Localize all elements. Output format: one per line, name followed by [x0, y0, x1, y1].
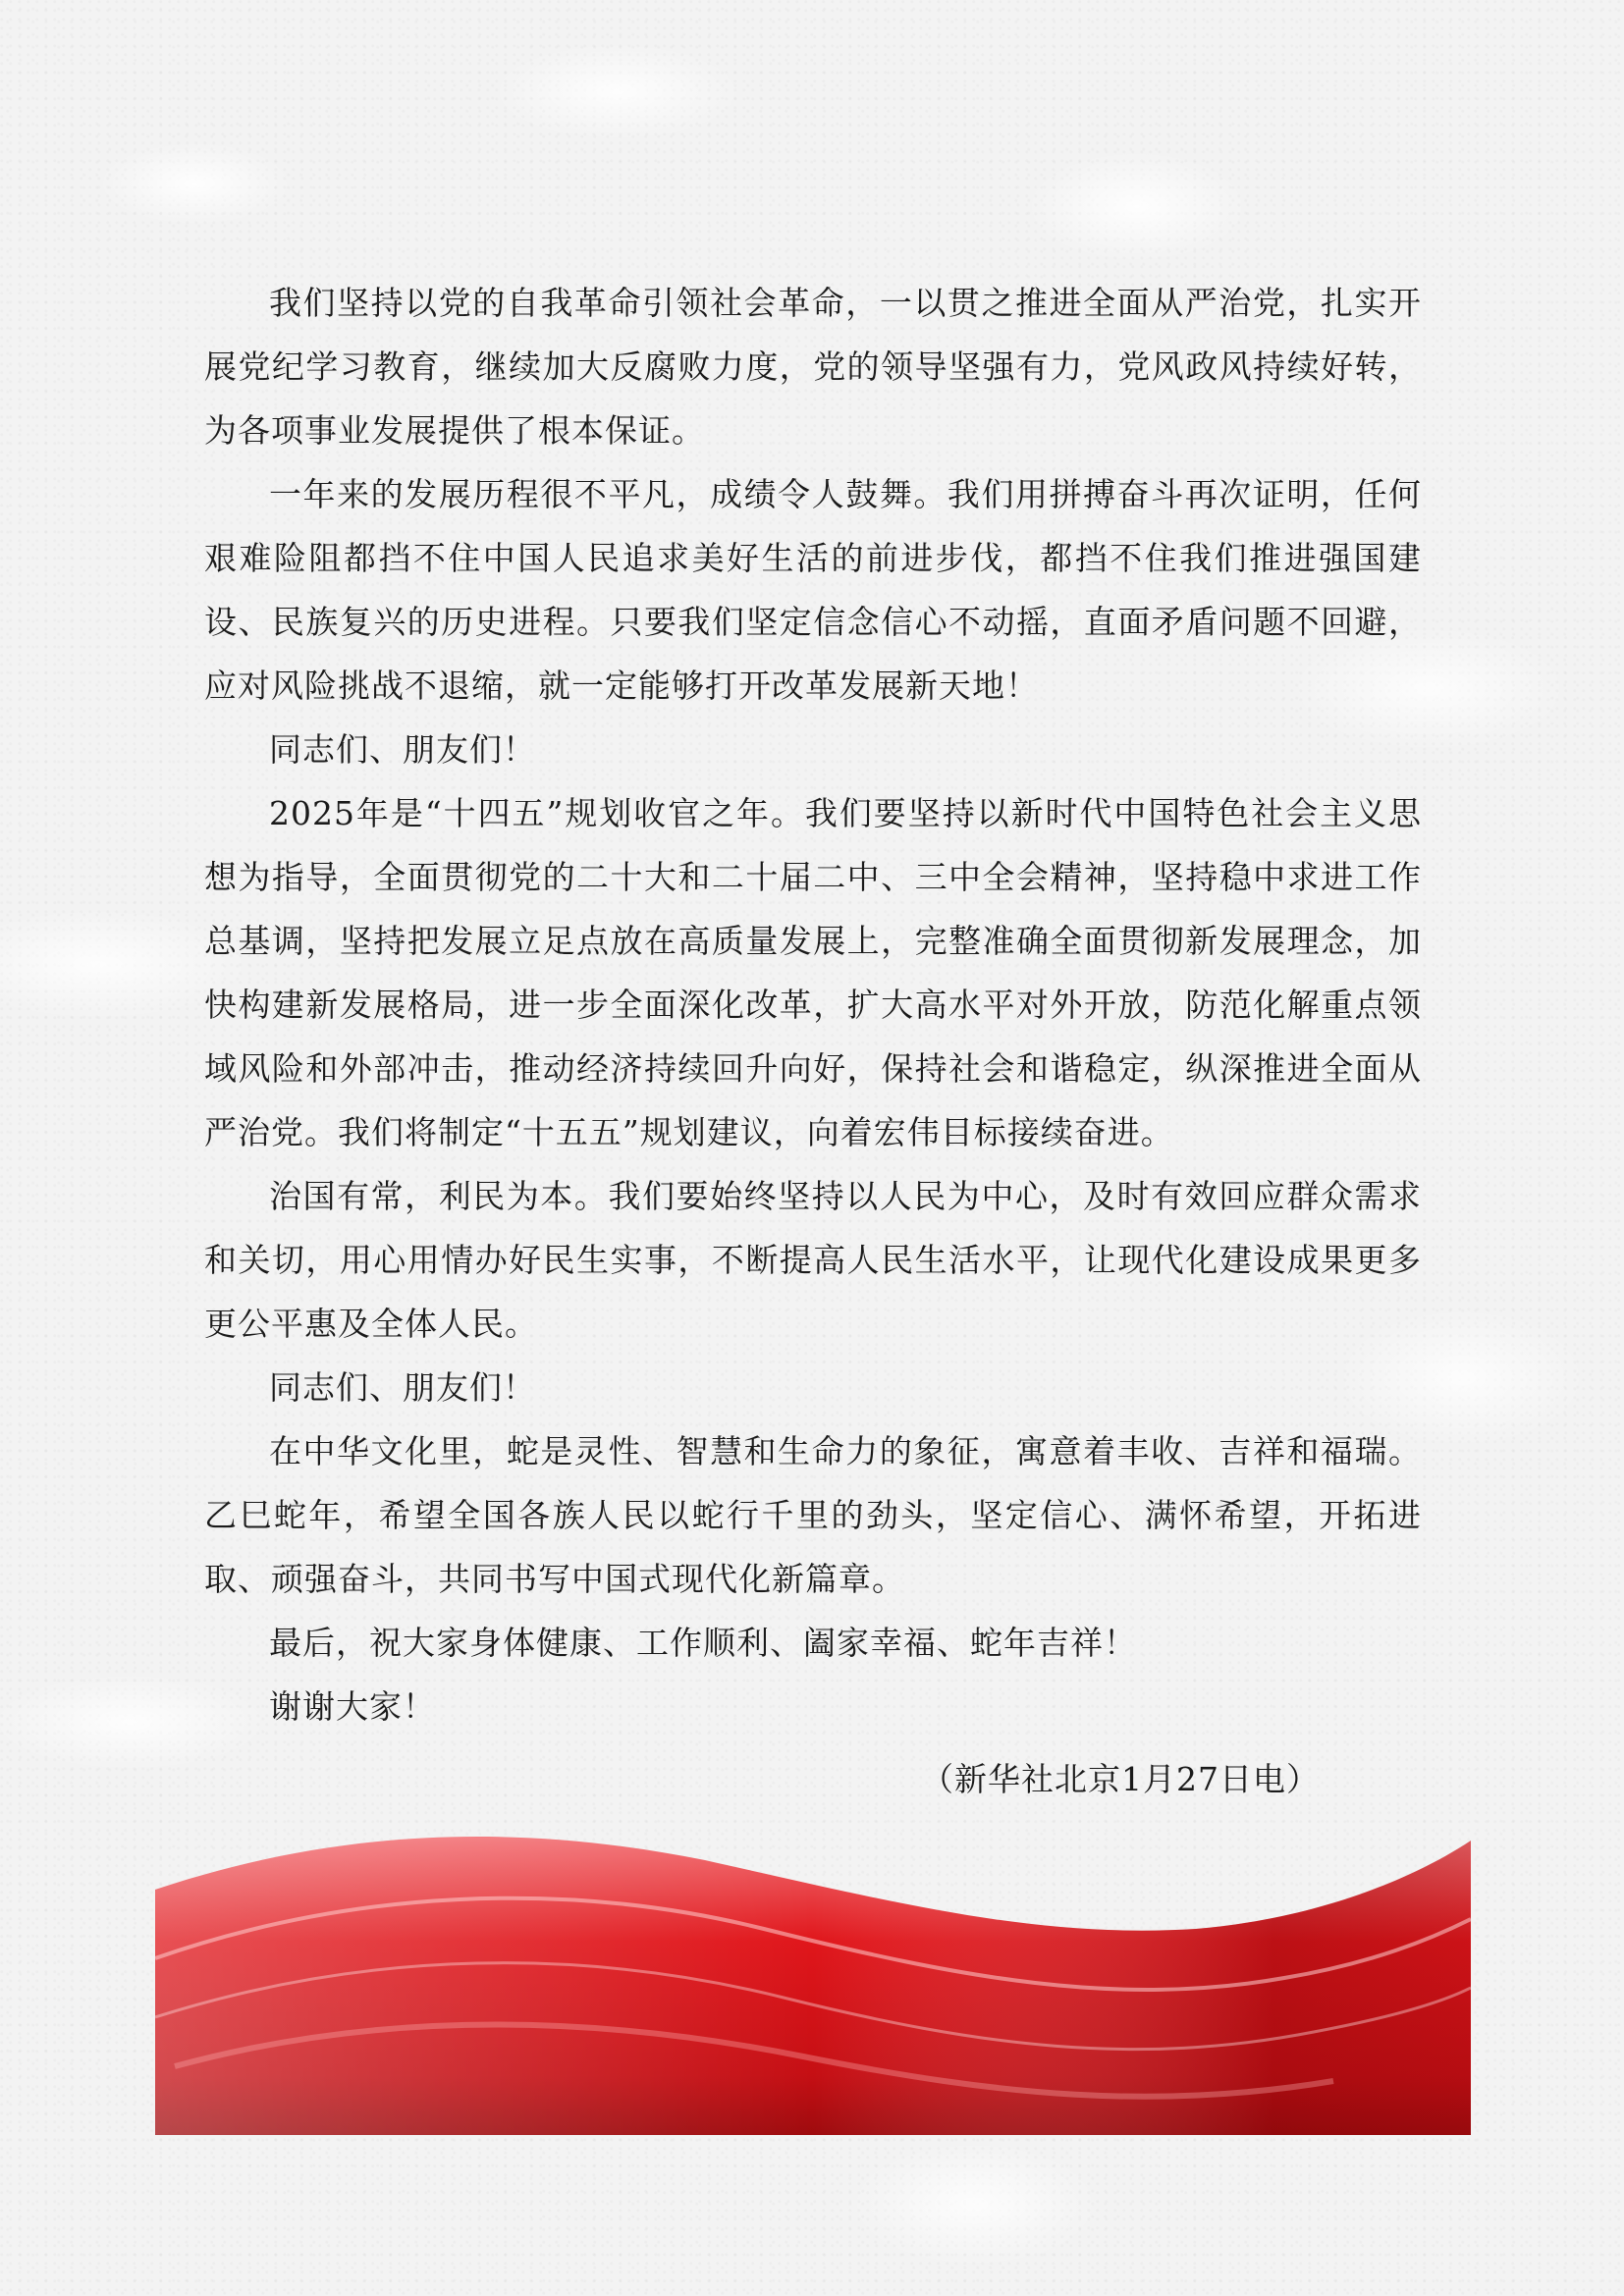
paragraph: 一年来的发展历程很不平凡，成绩令人鼓舞。我们用拼搏奋斗再次证明，任何艰难险阻都挡不住中国人民追求美好生活的前进步伐，都挡不住我们推进强国建设、民族复兴的历史进程。只要我们坚定信念信心不动摇，直面矛盾问题不回避，应对风险挑战不退缩，就一定能够打开改革发展新天地！: [204, 475, 1422, 705]
paragraph: 最后，祝大家身体健康、工作顺利、阖家幸福、蛇年吉祥！: [269, 1624, 1137, 1662]
article-body: [204, 271, 1422, 1738]
paragraph: 我们坚持以党的自我革命引领社会革命，一以贯之推进全面从严治党，扎实开展党纪学习教育，继续加大反腐败力度，党的领导坚强有力，党风政风持续好转，为各项事业发展提供了根本保证。: [204, 284, 1422, 450]
paragraph: 同志们、朋友们！: [269, 1368, 536, 1407]
dateline: （新华社北京1月27日电）: [921, 1760, 1320, 1798]
paragraph: 2025年是“十四五”规划收官之年。我们要坚持以新时代中国特色社会主义思想为指导，全面贯彻党的二十大和二十届二中、三中全会精神，坚持稳中求进工作总基调，坚持把发展立足点放在高质量发展上，完整准确全面贯彻新发展理念，加快构建新发展格局，进一步全面深化改革，扩大高水平对外开放，防范化解重点领域风险和外部冲击，推动经济持续回升向好，保持社会和谐稳定，纵深推进全面从严治党。我们将制定“十五五”规划建议，向着宏伟目标接续奋进。: [204, 794, 1422, 1151]
red-silk-wave-icon: [155, 1821, 1471, 2135]
paragraph: 治国有常，利民为本。我们要始终坚持以人民为中心，及时有效回应群众需求和关切，用心用情办好民生实事，不断提高人民生活水平，让现代化建设成果更多更公平惠及全体人民。: [204, 1177, 1422, 1343]
paragraph: 同志们、朋友们！: [269, 730, 536, 769]
paragraph: 在中华文化里，蛇是灵性、智慧和生命力的象征，寓意着丰收、吉祥和福瑞。乙巳蛇年，希望全国各族人民以蛇行千里的劲头，坚定信心、满怀希望，开拓进取、顽强奋斗，共同书写中国式现代化新篇章。: [204, 1432, 1422, 1598]
paragraph: 谢谢大家！: [269, 1687, 436, 1726]
